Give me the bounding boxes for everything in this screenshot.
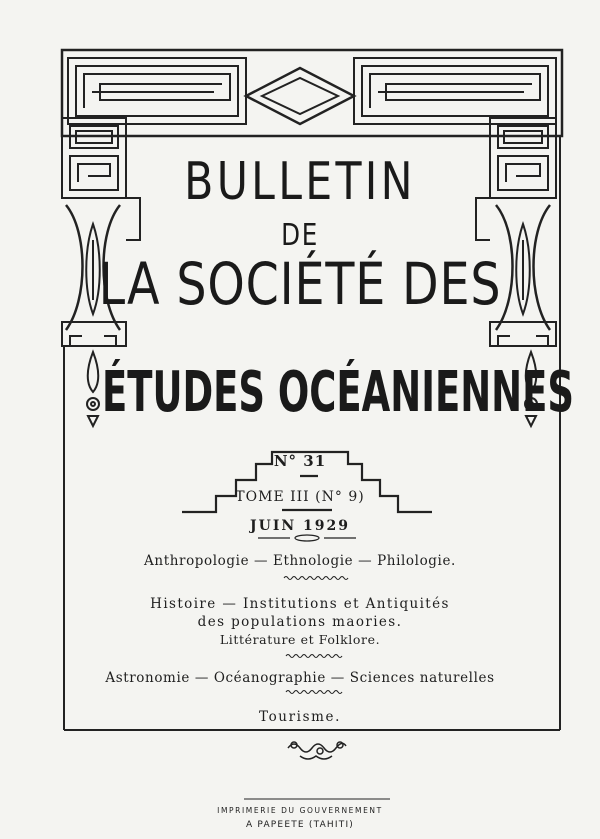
title-bulletin: BULLETIN — [184, 152, 416, 212]
subject-line-6: Tourisme. — [259, 709, 341, 725]
scroll-ornament — [288, 742, 346, 759]
right-meander — [354, 58, 556, 124]
issue-date: JUIN 1929 — [249, 518, 351, 534]
title-etudes-oceaniennes: ÉTUDES OCÉANIENNES — [101, 360, 574, 425]
issue-number: N° 31 — [273, 452, 327, 470]
subject-line-2: Histoire — Institutions et Antiquités — [150, 596, 450, 612]
volume-label: TOME III (N° 9) — [235, 489, 365, 505]
printer-name: IMPRIMERIE DU GOUVERNEMENT — [217, 806, 383, 815]
subject-line-4: Littérature et Folklore. — [219, 632, 381, 647]
subject-line-1: Anthropologie — Ethnologie — Philologie. — [144, 553, 456, 569]
subject-line-3: des populations maories. — [197, 614, 403, 630]
subject-line-5: Astronomie — Océanographie — Sciences naturelles — [105, 670, 495, 686]
left-meander — [68, 58, 246, 124]
title-societe: LA SOCIÉTÉ DES — [98, 250, 502, 318]
date-flourish — [258, 535, 356, 541]
title-de: DE — [281, 218, 319, 253]
printer-city: A PAPEETE (TAHITI) — [245, 820, 355, 830]
center-diamond — [246, 68, 354, 124]
